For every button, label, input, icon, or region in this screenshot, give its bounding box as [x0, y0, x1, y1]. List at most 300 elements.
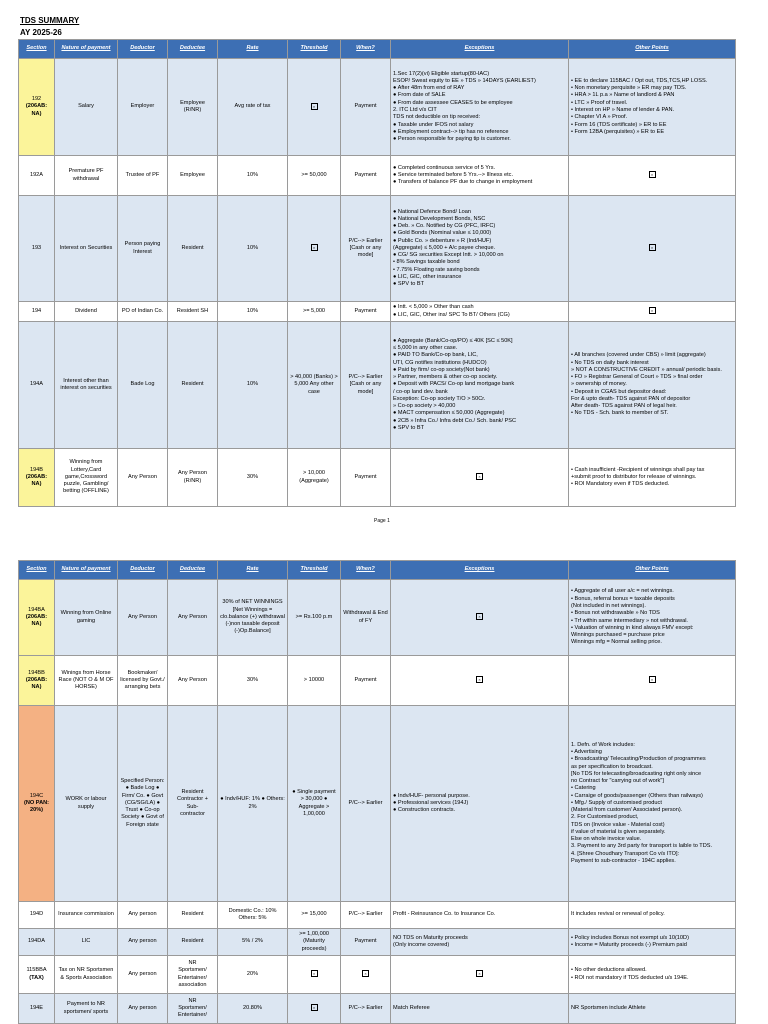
exceptions-cell	[391, 580, 569, 656]
section-line: NA)	[31, 684, 42, 691]
threshold-cell	[288, 956, 341, 994]
list-item: • All branches (covered under CBS) » limit (aggregate)	[571, 352, 706, 359]
deductor-cell: Any person	[118, 994, 168, 1024]
list-item: • Income = Maturity proceeds (-) Premium paid	[571, 942, 687, 948]
rate-cell: 10%	[218, 196, 288, 302]
column-header: Rate	[218, 561, 288, 580]
column-header: Exceptions	[391, 40, 569, 59]
list-item: • No TDS - Sch. bank to member of ST.	[571, 410, 669, 417]
list-item: ● Indv/HUF- personal purpose.	[393, 792, 470, 799]
list-item: 1.Sec 17(2)(vi) Eligible startup(80-IAC)	[393, 70, 490, 77]
not-applicable-icon: ×	[476, 676, 483, 683]
list-item: ● LIC, GIC, Other ins/ SPC To BT/ Others (CG)	[393, 311, 510, 318]
list-item: • EE to declare 115BAC / Opt out, TDS,TCS,HP LOSS.	[571, 77, 708, 84]
deductee-cell	[168, 156, 218, 196]
list-item: ● Professional services (194J)	[393, 799, 469, 806]
nature-cell: Salary	[55, 59, 118, 156]
deductee-cell	[168, 59, 218, 156]
rate-cell: 30%	[218, 656, 288, 706]
column-header: Threshold	[288, 561, 341, 580]
list-item: Winnings purchased = purchase price	[571, 632, 665, 639]
not-applicable-icon: ×	[476, 970, 483, 977]
when-cell: P/C--> Earlier	[341, 994, 391, 1024]
deductee-line: association	[178, 981, 207, 988]
list-item: ● From date of SALE	[393, 92, 446, 99]
nature-cell: Tax on NR Sportsmen & Sports Association	[55, 956, 118, 994]
other-points-cell	[569, 156, 736, 196]
section-line: 194A	[29, 381, 44, 388]
deductee-line: Sub-	[186, 803, 199, 810]
list-item: ● SPV to BT	[393, 281, 425, 288]
deductee-line: (R/NR)	[183, 477, 202, 484]
deductee-cell	[168, 580, 218, 656]
section-cell	[19, 994, 55, 1024]
when-cell: P/C--> Earlier	[341, 902, 391, 929]
list-item: • HRA > 1L p.a » Name of landlord & PAN	[571, 92, 675, 99]
threshold-cell: >= 50,000	[288, 156, 341, 196]
list-item: • Deposit in CGAS but depositor dead:	[571, 388, 667, 395]
list-item: +submit proof to distributor for release of winnings.	[571, 473, 697, 480]
list-item: ● Taxable under IFOS not salary	[393, 121, 474, 128]
column-header: Exceptions	[391, 561, 569, 580]
section-line: 194BB	[28, 669, 45, 676]
rate-cell: ● Indv/HUF: 1% ● Others: 2%	[218, 706, 288, 902]
other-points-cell	[569, 580, 736, 656]
section-cell	[19, 706, 55, 902]
table-row	[19, 994, 736, 1024]
list-item: no Contract for "carrying out of work"]	[571, 778, 664, 785]
section-cell	[19, 322, 55, 449]
threshold-cell: > 10,000 (Aggregate)	[288, 449, 341, 507]
threshold-cell: >= 5,000	[288, 302, 341, 322]
deductee-line: Any Person	[178, 470, 207, 477]
deductor-cell: PO of Indian Co.	[118, 302, 168, 322]
deductee-cell	[168, 322, 218, 449]
list-item: • Advertising	[571, 749, 602, 755]
table-row	[19, 59, 736, 156]
rate-cell: 30% of NET WINNINGS [Net Winnings = clo.balance (+) withdrawal (-)non taxable deposit (-)Op.Balance]	[218, 580, 288, 656]
deductee-line: Entertainer/	[178, 974, 207, 981]
list-item: » ownership of money.	[571, 381, 627, 388]
list-item: ● Construction contracts.	[393, 807, 456, 814]
not-applicable-icon: ×	[311, 103, 318, 110]
list-item: ● From date assessee CEASES to be employee	[393, 99, 513, 106]
when-cell: Payment	[341, 59, 391, 156]
section-line: (206AB:	[25, 613, 48, 620]
threshold-cell	[288, 994, 341, 1024]
table-header	[19, 561, 736, 580]
list-item: • Valuation of winning in kind always FMV except:	[571, 624, 694, 631]
table-row	[19, 929, 736, 956]
nature-cell: WORK or labour supply	[55, 706, 118, 902]
deductee-line: Resident	[181, 244, 204, 251]
when-cell: P/C--> Earlier [Cash or any mode]	[341, 322, 391, 449]
list-item: • Cash insufficient -Recipient of winnings shall pay tax	[571, 466, 705, 473]
list-item: (Only income covered)	[393, 942, 450, 948]
not-applicable-icon: ×	[649, 171, 656, 178]
section-cell	[19, 302, 55, 322]
deductee-cell	[168, 956, 218, 994]
section-line: 194D	[29, 911, 44, 918]
threshold-cell: >= 15,000	[288, 902, 341, 929]
section-line: 194B	[29, 466, 44, 473]
other-points-cell	[569, 956, 736, 994]
deductee-line: Sportsmen/	[178, 1004, 207, 1011]
section-cell	[19, 59, 55, 156]
nature-cell: Payment to NR sportsmen/ sports	[55, 994, 118, 1024]
list-item: • No TDS on daily bank interest	[571, 359, 649, 366]
section-cell	[19, 196, 55, 302]
column-header: Section	[19, 561, 55, 580]
deductor-cell: Employer	[118, 59, 168, 156]
list-item: TDS not deductible on tip received:	[393, 114, 481, 121]
page-gap	[0, 530, 768, 558]
other-points-cell	[569, 322, 736, 449]
deductee-cell	[168, 449, 218, 507]
table-row	[19, 902, 736, 929]
nature-cell: Interest other than interest on securities	[55, 322, 118, 449]
table-row	[19, 956, 736, 994]
other-points-cell	[569, 706, 736, 902]
table-row	[19, 706, 736, 902]
list-item: UTI, CG notifies institutions (HUDCO)	[393, 359, 487, 366]
list-item: ● CG/ SG securities Except Intt. > 10,000 on	[393, 252, 504, 259]
other-points-cell	[569, 656, 736, 706]
threshold-cell: ● Single payment > 30,000 ● Aggregate > 1,00,000	[288, 706, 341, 902]
when-cell: Payment	[341, 449, 391, 507]
other-points-cell	[569, 302, 736, 322]
section-cell	[19, 580, 55, 656]
list-item: (Aggregate) ≤ 5,000 + A/c payee cheque.	[393, 244, 496, 251]
list-item: as per specification to broadcast.	[571, 763, 653, 770]
list-item: ● Aggregate (Bank/Co-op/PO) ≤ 40K [SC ≤ 50K]	[393, 337, 513, 344]
section-line: 192A	[29, 171, 44, 178]
deductor-cell: Any person	[118, 902, 168, 929]
column-header: Deductor	[118, 561, 168, 580]
section-line: 194E	[29, 1004, 44, 1011]
deductee-cell	[168, 196, 218, 302]
when-cell: P/C--> Earlier [Cash or any mode]	[341, 196, 391, 302]
list-item: Winnings mfg = Normal selling price.	[571, 639, 662, 646]
deductor-cell: Any Person	[118, 580, 168, 656]
section-line: (TAX)	[29, 974, 44, 981]
deductor-cell: Any Person	[118, 449, 168, 507]
column-header: When?	[341, 561, 391, 580]
other-points-cell	[569, 929, 736, 956]
nature-cell: Winings from Horse Race (NOT O & M OF HORSE)	[55, 656, 118, 706]
deductee-line: Entertainer/	[178, 1012, 207, 1019]
deductee-line: Resident	[181, 381, 204, 388]
rate-cell: 30%	[218, 449, 288, 507]
deductee-cell	[168, 929, 218, 956]
threshold-cell	[288, 196, 341, 302]
list-item: • 8% Savings taxable bond	[393, 259, 460, 266]
column-header: Section	[19, 40, 55, 59]
list-item: / co-op land dev. bank	[393, 388, 448, 395]
when-cell: Payment	[341, 156, 391, 196]
list-item: » Co-op society > 40,000	[393, 403, 456, 410]
deductee-line: Resident	[181, 938, 204, 945]
deductor-cell: Any person	[118, 956, 168, 994]
column-header: Deductee	[168, 561, 218, 580]
deductee-line: (R/NR)	[183, 107, 202, 113]
list-item: After death- TDS against PAN of legal heir.	[571, 403, 677, 410]
when-cell: Payment	[341, 929, 391, 956]
list-item: ● LIC, GIC, other insurance	[393, 273, 462, 280]
exceptions-cell	[391, 196, 569, 302]
table-row	[19, 322, 736, 449]
not-applicable-icon: ×	[476, 613, 483, 620]
deductor-cell: Bade Log	[118, 322, 168, 449]
not-applicable-icon: ×	[476, 473, 483, 480]
column-header: Rate	[218, 40, 288, 59]
nature-cell: Premature PF withdrawal	[55, 156, 118, 196]
section-line: 192	[31, 96, 42, 103]
exceptions-cell	[391, 322, 569, 449]
other-points-cell	[569, 902, 736, 929]
deductor-cell: Person paying Interest	[118, 196, 168, 302]
exceptions-cell	[391, 449, 569, 507]
column-header: Deductor	[118, 40, 168, 59]
list-item: » NOT A CONSTRUCTIVE CREDIT » annual/ periodic basis.	[571, 366, 722, 373]
deductee-line: NR	[188, 959, 197, 966]
threshold-cell: > 40,000 (Banks) > 5,000 Any other case	[288, 322, 341, 449]
list-item: ● Intt. < 5,000 » Other than cash	[393, 304, 474, 311]
list-item: Exception: Co-op society T/O > 50Cr.	[393, 395, 486, 402]
deductee-line: Sportsmen/	[178, 967, 207, 974]
tds-table-page-2	[18, 560, 736, 1024]
column-header: Other Points	[569, 40, 736, 59]
column-header: Nature of payment	[55, 40, 118, 59]
when-cell: Payment	[341, 656, 391, 706]
deductee-line: Contractor +	[177, 796, 208, 803]
other-points-cell	[569, 449, 736, 507]
list-item: ● After 48m from end of RAY	[393, 85, 465, 92]
deductee-line: Resident SH	[176, 307, 209, 314]
not-applicable-icon: ×	[311, 1004, 318, 1011]
list-item: ● National Defence Bond/ Loan	[393, 208, 472, 215]
list-item: Else on whole invoice value.	[571, 836, 642, 843]
threshold-cell	[288, 59, 341, 156]
nature-cell: Interest on Securities	[55, 196, 118, 302]
when-cell	[341, 956, 391, 994]
other-points-cell	[569, 59, 736, 156]
column-header: Other Points	[569, 561, 736, 580]
exceptions-cell	[391, 994, 569, 1024]
list-item: ≤ 5,000 in any other case.	[393, 345, 458, 352]
exceptions-cell	[391, 656, 569, 706]
list-item: NO TDS on Maturity proceeds	[393, 934, 468, 941]
list-item: ESOP/ Sweat equity to EE » TDS » 14DAYS (EARLIEST)	[393, 77, 536, 84]
threshold-cell: > 10000	[288, 656, 341, 706]
column-header: Deductee	[168, 40, 218, 59]
list-item: ● MACT compensation ≤ 50,000 (Aggregate)	[393, 410, 505, 417]
section-line: 194	[31, 307, 42, 314]
list-item: ● SPV to BT	[393, 424, 425, 431]
exceptions-cell	[391, 956, 569, 994]
list-item: • Chapter VI A » Proof.	[571, 114, 628, 121]
exceptions-cell	[391, 929, 569, 956]
other-points-cell	[569, 196, 736, 302]
list-item: (Not included in net winnings).	[571, 602, 646, 609]
section-line: 194BA	[28, 606, 45, 613]
list-item: if value of material is given separately.	[571, 828, 666, 835]
not-applicable-icon: ×	[649, 676, 656, 683]
list-item: ● Deposit with PACS/ Co-op land mortgage bank	[393, 381, 515, 388]
when-cell: P/C--> Earlier	[341, 706, 391, 902]
list-item: • Non monetary perquisite » ER may pay TDS.	[571, 85, 687, 92]
list-item: • Catering	[571, 785, 596, 792]
list-item: • FO » Registrar General of Court » TDS » final order	[571, 374, 703, 381]
list-item: • No other deductions allowed.	[571, 967, 647, 974]
rate-cell: Domestic Co.: 10% Others: 5%	[218, 902, 288, 929]
column-header: When?	[341, 40, 391, 59]
list-item: ● Gold Bonds (Nominal value ≤ 10,000)	[393, 230, 492, 237]
list-item: (Material from customer/ Associated person).	[571, 807, 683, 814]
list-item: ● Service terminated before 5 Yrs.--> Illness etc.	[393, 171, 514, 178]
deductee-cell	[168, 994, 218, 1024]
exceptions-cell	[391, 156, 569, 196]
list-item: » Partner, members & other co-op society.	[393, 374, 498, 381]
list-item: • Bonus not withdrawable » No TDS	[571, 610, 660, 617]
rate-cell: 5% / 2%	[218, 929, 288, 956]
deductee-cell	[168, 302, 218, 322]
list-item: ● PAID TO Bank/Co-op bank, LIC,	[393, 352, 478, 359]
list-item: [No TDS for telecasting/broadcasting right only since	[571, 770, 702, 777]
table-row	[19, 302, 736, 322]
list-item: ● Transfers of balance PF due to change in employment	[393, 179, 533, 186]
section-line: 20%)	[29, 807, 44, 814]
section-line: 194C	[29, 792, 44, 799]
section-line: 115BBA	[26, 967, 47, 974]
list-item: • Aggregate of all user a/c = net winnings.	[571, 588, 674, 595]
table-row	[19, 156, 736, 196]
rate-cell: 10%	[218, 322, 288, 449]
table-row	[19, 449, 736, 507]
list-item: • Interest on HP » Name of lender & PAN.	[571, 107, 675, 113]
section-line: (206AB:	[25, 473, 48, 480]
page-number: Page 1	[374, 518, 390, 524]
not-applicable-icon: ×	[362, 970, 369, 977]
list-item: • LTC » Proof of travel.	[571, 99, 628, 106]
deductee-line: Any Person	[178, 676, 207, 683]
nature-cell: Dividend	[55, 302, 118, 322]
page-title: TDS SUMMARY	[20, 16, 80, 25]
exceptions-cell	[391, 59, 569, 156]
deductee-cell	[168, 656, 218, 706]
list-item: • 7.75% Floating rate saving bonds	[393, 266, 480, 273]
not-applicable-icon: ×	[311, 244, 318, 251]
list-item: Profit - Reinsurance Co. to Insurance Co.	[393, 911, 496, 918]
list-item: • Policy includes Bonus not exempt u/s 10(10D)	[571, 934, 689, 941]
list-item: • Form 12BA (perquisites) » ER to EE	[571, 128, 665, 135]
section-cell	[19, 449, 55, 507]
other-points-cell	[569, 994, 736, 1024]
not-applicable-icon: ×	[311, 970, 318, 977]
deductee-line: NR	[188, 997, 197, 1004]
list-item: 4. [Shree Choudhary Transport Co v/s ITO]:	[571, 850, 680, 857]
list-item: ● Completed continuous service of 5 Yrs.	[393, 164, 496, 171]
exceptions-cell	[391, 706, 569, 902]
deductor-cell: Bookmaker/ licensed by Govt./ arranging bets	[118, 656, 168, 706]
deductee-line: Resident	[181, 788, 204, 795]
list-item: 1. Defn. of Work includes:	[571, 741, 635, 748]
list-item: • Broadcasting/ Telecasting/Production of programmes	[571, 756, 706, 763]
list-item: • Mfg./ Supply of customised product	[571, 799, 662, 806]
tds-table-page-1	[18, 39, 736, 507]
deductee-line: Employee	[180, 99, 205, 106]
deductee-line: contractor	[180, 810, 205, 817]
section-cell	[19, 902, 55, 929]
nature-cell: Winning from Lottery,Card game,Crossword puzzle, Gambling/ betting (OFFLINE)	[55, 449, 118, 507]
list-item: ● Person responsible for paying tip is customer.	[393, 136, 511, 143]
list-item: Match Referee	[393, 1004, 430, 1011]
section-cell	[19, 929, 55, 956]
section-line: 193	[31, 244, 42, 251]
section-cell	[19, 156, 55, 196]
column-header: Threshold	[288, 40, 341, 59]
list-item: TDS on (Invoice value - Material cost)	[571, 821, 665, 828]
list-item: ● Paid by firm/ co-op society(Not bank)	[393, 366, 490, 373]
table-row	[19, 656, 736, 706]
rate-cell: 10%	[218, 302, 288, 322]
assessment-year: AY 2025-26	[20, 28, 62, 37]
when-cell: Withdrawal & End of FY	[341, 580, 391, 656]
section-line: NA)	[31, 481, 42, 488]
list-item: ● Public Co. » debenture » R (Ind/HUF)	[393, 237, 492, 244]
section-line: NA)	[31, 621, 42, 628]
list-item: 3. Payment to any 3rd party for transport is laible to TDS.	[571, 843, 713, 850]
list-item: ● Employment contract--> tip has no reference	[393, 128, 509, 135]
rate-cell: 20.80%	[218, 994, 288, 1024]
exceptions-cell	[391, 302, 569, 322]
list-item: • ROI not mandatory if TDS deducted u/s 194E.	[571, 974, 689, 981]
list-item: • ROI Mandatory even if TDS deducted.	[571, 481, 670, 488]
deductee-line: Resident	[181, 911, 204, 918]
section-cell	[19, 956, 55, 994]
exceptions-cell	[391, 902, 569, 929]
list-item: It includes revival or renewal of policy.	[571, 911, 665, 918]
nature-cell: LIC	[55, 929, 118, 956]
list-item: 2. For Customised product,	[571, 814, 639, 821]
nature-cell: Winning from Online gaming	[55, 580, 118, 656]
deductor-cell: Specified Person: ● Bade Log ● Firm/ Co. ● Govt (CG/SG/LA) ● Trust ● Co-op Society ● Govt of Foreign state	[118, 706, 168, 902]
list-item: • Bonus, referral bonus = taxable deposits	[571, 595, 675, 602]
list-item: ● 2CB » Infra Co./ Infra debt Co./ Sch. bank/ PSC	[393, 417, 517, 424]
list-item: For & upto death- TDS against PAN of depositor	[571, 395, 691, 402]
table-row	[19, 580, 736, 656]
list-item: • Trf within same intermediary » not withdrawal.	[571, 617, 688, 624]
list-item: • Carraige of goods/passenger (Others than railways)	[571, 792, 703, 799]
list-item: Payment to sub-contractor - 194C applies.	[571, 857, 676, 864]
list-item: • Form 16 (TDS certificate) » ER to EE	[571, 121, 667, 128]
section-line: 194DA	[27, 938, 46, 945]
section-line: NA)	[31, 110, 42, 117]
threshold-cell: >= Rs.100 p.m	[288, 580, 341, 656]
section-line: (206AB:	[25, 676, 48, 683]
when-cell: Payment	[341, 302, 391, 322]
section-line: (206AB:	[25, 103, 48, 110]
deductor-cell: Trustee of PF	[118, 156, 168, 196]
deductee-cell	[168, 902, 218, 929]
deductor-cell: Any person	[118, 929, 168, 956]
threshold-cell: >= 1,00,000 (Maturity proceeds)	[288, 929, 341, 956]
nature-cell: Insurance commission	[55, 902, 118, 929]
table-row	[19, 196, 736, 302]
not-applicable-icon: ×	[649, 244, 656, 251]
rate-cell: Avg rate of tax	[218, 59, 288, 156]
list-item: ● National Development Bonds, NSC	[393, 215, 486, 222]
